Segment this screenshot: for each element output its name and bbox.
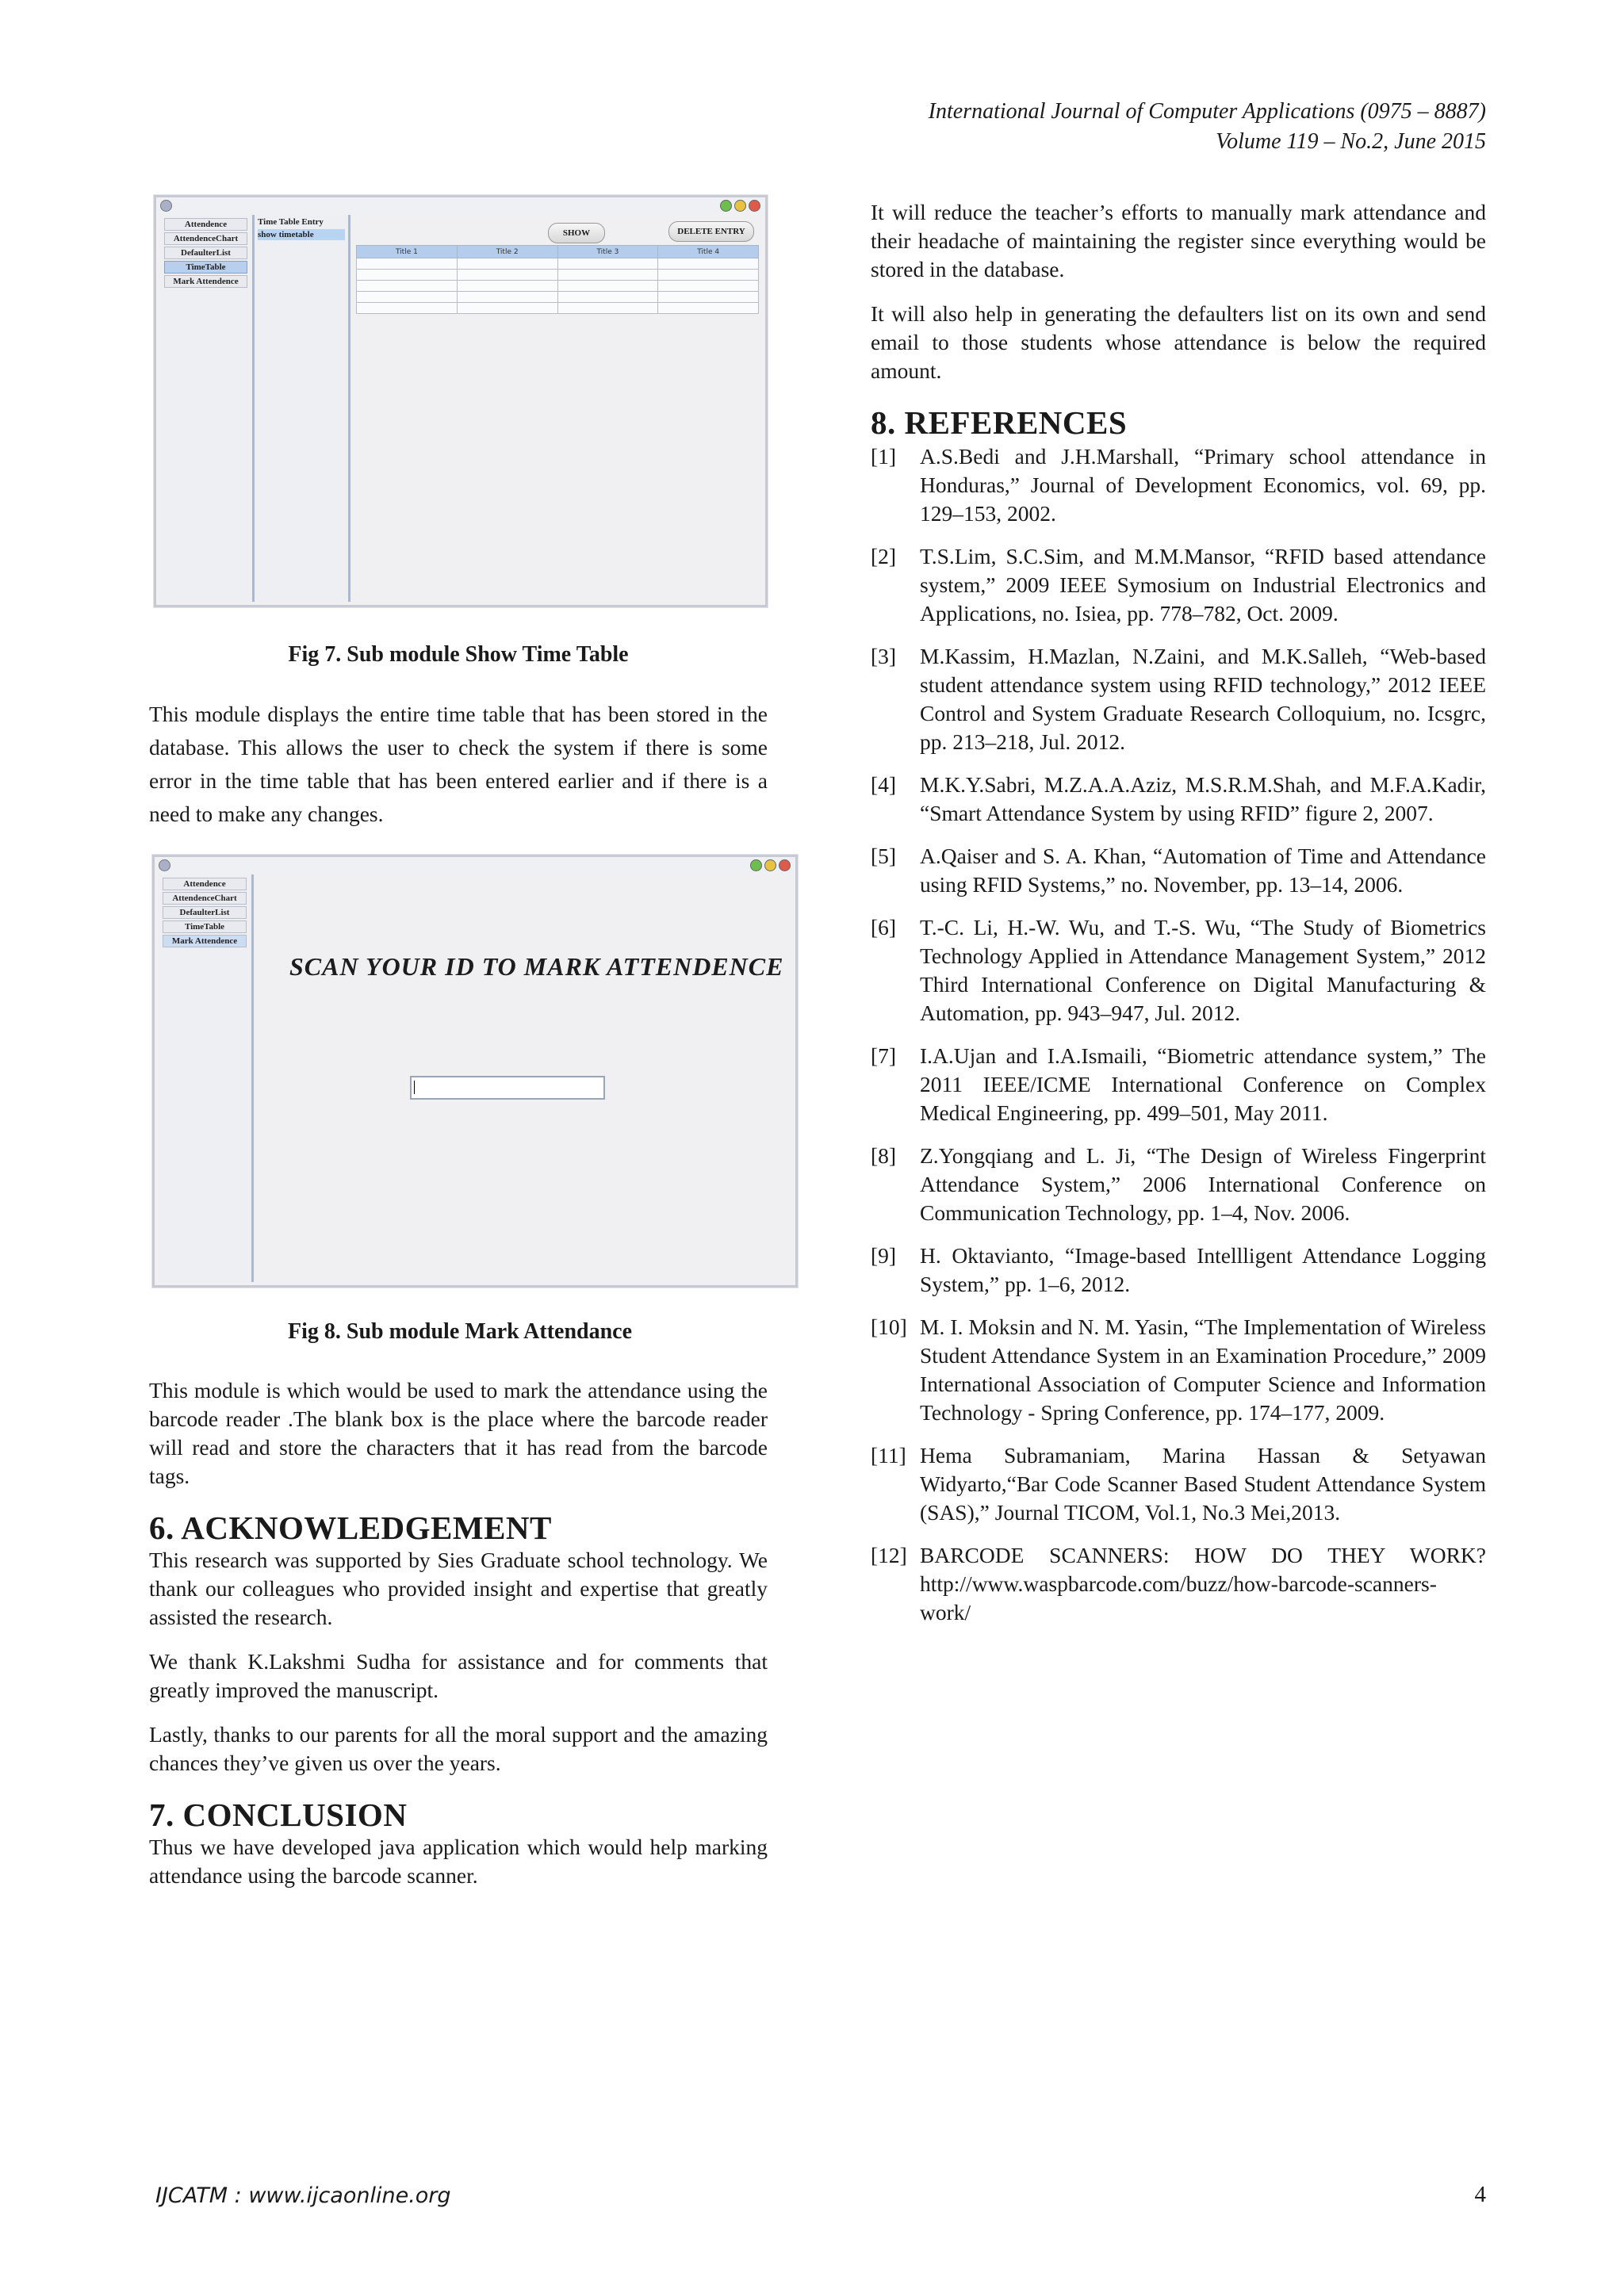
journal-header [929, 97, 1486, 157]
fig8-caption: Fig 8. Sub module Mark Attendance [287, 1319, 633, 1344]
table-row[interactable] [357, 303, 759, 314]
right-column-body [871, 198, 1486, 1641]
reference-list [871, 442, 1486, 1627]
close-icon[interactable] [779, 859, 791, 871]
reference-item [871, 1541, 1486, 1627]
reference-text: H. Oktavianto, “Image-based Intellligent Attendance Logging System,” pp. 1–6, 2012. [920, 1243, 1486, 1296]
text-caret [414, 1081, 415, 1094]
right-paragraph-2: It will also help in generating the defaulters list on its own and send email to those students whose attendance is below the required amount. [871, 301, 1486, 383]
reference-number: [9] [871, 1243, 897, 1268]
app-icon [159, 859, 170, 871]
fig7-titlebar [156, 197, 765, 213]
fig7-description [149, 698, 768, 847]
show-button[interactable]: SHOW [548, 223, 605, 243]
table-row[interactable] [357, 258, 759, 270]
delete-entry-button[interactable]: DELETE ENTRY [668, 221, 754, 242]
table-row[interactable] [357, 270, 759, 281]
reference-number: [5] [871, 844, 897, 868]
column-header-1[interactable]: Title 1 [357, 246, 458, 258]
fig7-screenshot [154, 195, 768, 607]
reference-item [871, 913, 1486, 1027]
column-header-3[interactable]: Title 3 [557, 246, 658, 258]
reference-text: A.Qaiser and S. A. Khan, “Automation of Time and Attendance using RFID Systems,” no. November, pp. 13–14, 2006. [920, 844, 1486, 897]
left-column-body [149, 1376, 768, 1906]
reference-text: I.A.Ujan and I.A.Ismaili, “Biometric attendance system,” The 2011 IEEE/ICME International Conference on Complex Medical Engineering, pp. 499–501, May 2011. [920, 1043, 1486, 1125]
reference-text: M. I. Moksin and N. M. Yasin, “The Implementation of Wireless Student Attendance System in an Examination Procedure,” 2009 International Association of Computer Science and Information Technology - Spring Conference, pp. 174–177, 2009. [920, 1314, 1486, 1425]
fig7-nav-pane [159, 215, 255, 602]
conclusion-heading: 7. CONCLUSION [149, 1797, 408, 1833]
table-row[interactable] [357, 292, 759, 303]
reference-item [871, 442, 1486, 528]
column-header-4[interactable]: Title 4 [658, 246, 759, 258]
app-icon [160, 200, 172, 212]
reference-number: [6] [871, 915, 897, 939]
timetable-grid [356, 245, 759, 314]
reference-number: [8] [871, 1143, 897, 1168]
reference-text: Z.Yongqiang and L. Ji, “The Design of Wireless Fingerprint Attendance System,” 2006 International Conference on Communication Technology, pp. 1–4, Nov. 2006. [920, 1143, 1486, 1225]
nav-attendence[interactable]: Attendence [164, 218, 247, 231]
reference-text: Hema Subramaniam, Marina Hassan & Setyawan Widyarto,“Bar Code Scanner Based Student Attendance System (SAS),” Journal TICOM, Vol.1, No.3 Mei,2013. [920, 1443, 1486, 1525]
fig7-list-pane [255, 215, 350, 602]
references-heading: 8. REFERENCES [871, 404, 1128, 441]
footer-site: IJCATM : www.ijcaonline.org [155, 2183, 451, 2208]
reference-text: M.Kassim, H.Mazlan, N.Zaini, and M.K.Salleh, “Web-based student attendance system using RFID technology,” 2012 IEEE Control and System Graduate Research Colloquium, no. Icsgrc, pp. 213–218, Jul. 2012. [920, 644, 1486, 754]
reference-text: T.-C. Li, H.-W. Wu, and T.-S. Wu, “The Study of Biometrics Technology Applied in Attendance Management System,” 2012 Third International Conference on Digital Manufacturing & Automation, pp. 943–947, Jul. 2012. [920, 915, 1486, 1025]
reference-text: M.K.Y.Sabri, M.Z.A.A.Aziz, M.S.R.M.Shah, and M.F.A.Kadir, “Smart Attendance System by using RFID” figure 2, 2007. [920, 772, 1486, 825]
acknowledgement-heading: 6. ACKNOWLEDGEMENT [149, 1510, 552, 1546]
nav-mark-attendence[interactable]: Mark Attendence [163, 935, 247, 947]
nav-defaulter-list[interactable]: DefaulterList [164, 247, 247, 259]
reference-number: [2] [871, 544, 897, 568]
acknowledgement-paragraph-3: Lastly, thanks to our parents for all the moral support and the amazing chances they’ve given us over the years. [149, 1722, 768, 1775]
fig8-screenshot [152, 855, 798, 1288]
fig8-titlebar [155, 857, 795, 873]
nav-defaulter-list[interactable]: DefaulterList [163, 906, 247, 919]
conclusion-paragraph: Thus we have developed java application which would help marking attendance using the barcode scanner. [149, 1835, 768, 1888]
maximize-icon[interactable] [750, 859, 762, 871]
acknowledgement-paragraph-2: We thank K.Lakshmi Sudha for assistance and for comments that greatly improved the manuscript. [149, 1649, 768, 1702]
nav-attendence[interactable]: Attendence [163, 878, 247, 890]
fig8-paragraph: This module is which would be used to mark the attendance using the barcode reader .The blank box is the place where the barcode reader will read and store the characters that it has read from the barcode tags. [149, 1378, 768, 1488]
reference-number: [1] [871, 444, 897, 469]
fig7-paragraph: This module displays the entire time table that has been stored in the database. This allows the user to check the system if there is some error in the time table that has been entered earlier and if there is a need to make any changes. [149, 702, 768, 826]
reference-number: [7] [871, 1043, 897, 1068]
nav-mark-attendence[interactable]: Mark Attendence [164, 275, 247, 288]
nav-attendence-chart[interactable]: AttendenceChart [164, 232, 247, 245]
acknowledgement-paragraph-1: This research was supported by Sies Graduate school technology. We thank our colleagues who provided insight and expertise that greatly assisted the research. [149, 1548, 768, 1629]
reference-item [871, 1441, 1486, 1527]
right-paragraph-1: It will reduce the teacher’s efforts to manually mark attendance and their headache of maintaining the register since everything would be stored in the database. [871, 200, 1486, 281]
list-show-timetable[interactable]: show timetable [258, 229, 345, 240]
nav-attendence-chart[interactable]: AttendenceChart [163, 892, 247, 905]
maximize-icon[interactable] [720, 200, 732, 212]
reference-item [871, 771, 1486, 828]
reference-number: [12] [871, 1543, 907, 1567]
scan-id-title: SCAN YOUR ID TO MARK ATTENDENCE [289, 952, 784, 981]
reference-item [871, 1313, 1486, 1427]
reference-number: [11] [871, 1443, 906, 1468]
reference-item [871, 1142, 1486, 1227]
minimize-icon[interactable] [734, 200, 746, 212]
reference-number: [3] [871, 644, 897, 668]
reference-item [871, 542, 1486, 628]
reference-text: BARCODE SCANNERS: HOW DO THEY WORK?http://www.waspbarcode.com/buzz/how-barcode-scanners-work/ [920, 1543, 1486, 1624]
reference-item [871, 1242, 1486, 1299]
barcode-input[interactable] [410, 1076, 605, 1100]
reference-number: [4] [871, 772, 897, 797]
reference-item [871, 842, 1486, 899]
journal-title: International Journal of Computer Applications (0975 – 8887) [928, 99, 1486, 124]
journal-volume: Volume 119 – No.2, June 2015 [1216, 129, 1486, 154]
list-time-table-entry[interactable]: Time Table Entry [258, 217, 324, 227]
fig7-caption: Fig 7. Sub module Show Time Table [288, 642, 629, 667]
reference-number: [10] [871, 1314, 907, 1339]
page-number: 4 [1474, 2182, 1486, 2207]
table-row[interactable] [357, 281, 759, 292]
reference-text: T.S.Lim, S.C.Sim, and M.M.Mansor, “RFID based attendance system,” 2009 IEEE Symosium on Industrial Electronics and Applications, no. Isiea, pp. 778–782, Oct. 2009. [920, 544, 1486, 626]
minimize-icon[interactable] [764, 859, 776, 871]
nav-timetable[interactable]: TimeTable [164, 261, 247, 274]
column-header-2[interactable]: Title 2 [457, 246, 557, 258]
fig8-nav-pane [158, 874, 254, 1282]
close-icon[interactable] [749, 200, 760, 212]
nav-timetable[interactable]: TimeTable [163, 920, 247, 933]
reference-item [871, 1042, 1486, 1127]
reference-text: A.S.Bedi and J.H.Marshall, “Primary school attendance in Honduras,” Journal of Development Economics, vol. 69, pp. 129–153, 2002. [920, 444, 1486, 526]
reference-item [871, 642, 1486, 756]
